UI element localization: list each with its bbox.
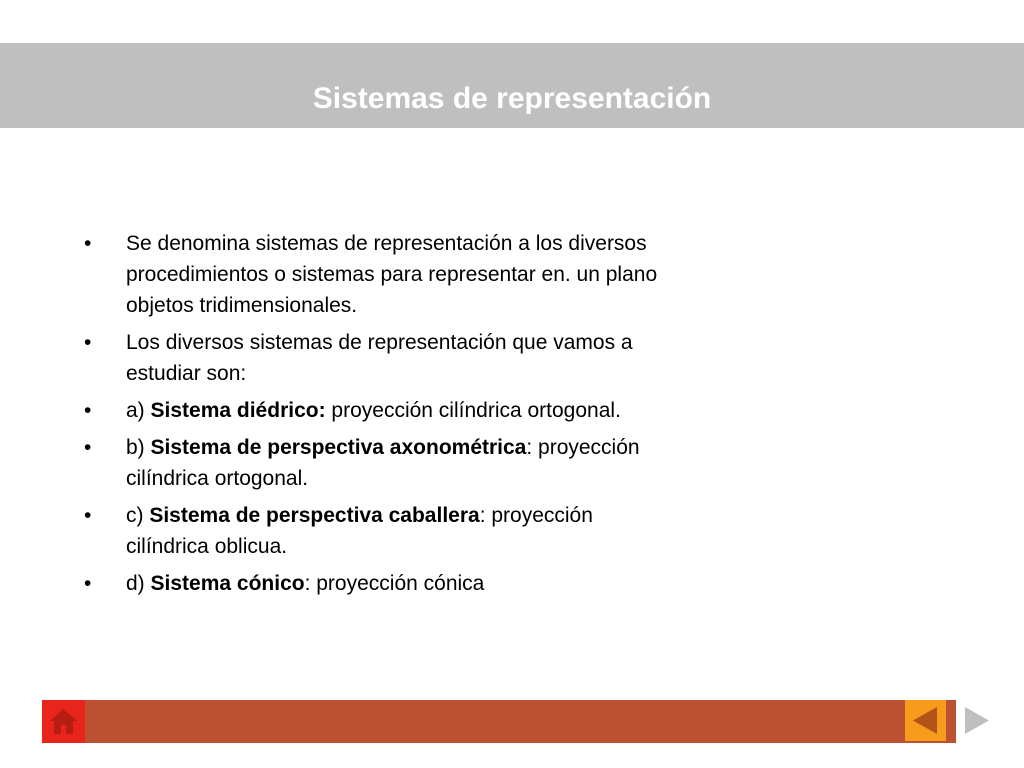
bullet-item-4 bbox=[84, 432, 664, 494]
bullet-item-1 bbox=[84, 228, 664, 321]
bullet-text-after: : proyección cilíndrica oblicua. bbox=[126, 504, 593, 558]
bullet-text-after: : proyección cilíndrica ortogonal. bbox=[126, 436, 640, 490]
triangle-right-icon bbox=[960, 704, 993, 737]
home-icon bbox=[49, 707, 78, 736]
bullet-marker: • bbox=[84, 399, 92, 422]
bullet-item-6 bbox=[84, 568, 664, 599]
bullet-marker: • bbox=[84, 572, 92, 595]
bullet-bold-text: Sistema diédrico: bbox=[150, 399, 326, 422]
bullet-text: c) bbox=[126, 504, 150, 527]
footer-bar bbox=[42, 700, 956, 743]
bullet-marker: • bbox=[84, 232, 92, 255]
bullet-marker: • bbox=[84, 436, 92, 459]
bullet-marker: • bbox=[84, 504, 92, 527]
slide-title: Sistemas de representación bbox=[312, 82, 712, 115]
triangle-left-icon bbox=[909, 704, 942, 737]
bullet-item-5 bbox=[84, 500, 664, 562]
bullet-text: b) bbox=[126, 436, 151, 459]
previous-slide-button[interactable] bbox=[905, 700, 946, 741]
bullet-bold-text: Sistema de perspectiva axonométrica bbox=[150, 436, 527, 459]
bullet-text-after: proyección cilíndrica ortogonal. bbox=[325, 399, 621, 422]
bullet-text: a) bbox=[126, 399, 151, 422]
bullet-item-3 bbox=[84, 395, 664, 426]
bullet-bold-text: Sistema de perspectiva caballera bbox=[149, 504, 480, 527]
bullet-bold-text: Sistema cónico bbox=[150, 572, 305, 595]
bullet-item-2 bbox=[84, 327, 664, 389]
bullet-text: Se denomina sistemas de representación a los diversos procedimientos o sistemas para representar en. un plano objetos tridimensionales. bbox=[126, 232, 658, 317]
bullet-list bbox=[84, 228, 664, 605]
home-button[interactable] bbox=[42, 700, 85, 743]
bullet-text-after: : proyección cónica bbox=[304, 572, 485, 595]
bullet-text: d) bbox=[126, 572, 151, 595]
bullet-marker: • bbox=[84, 331, 92, 354]
next-slide-button[interactable] bbox=[956, 700, 997, 741]
bullet-text: Los diversos sistemas de representación que vamos a estudiar son: bbox=[126, 331, 633, 385]
